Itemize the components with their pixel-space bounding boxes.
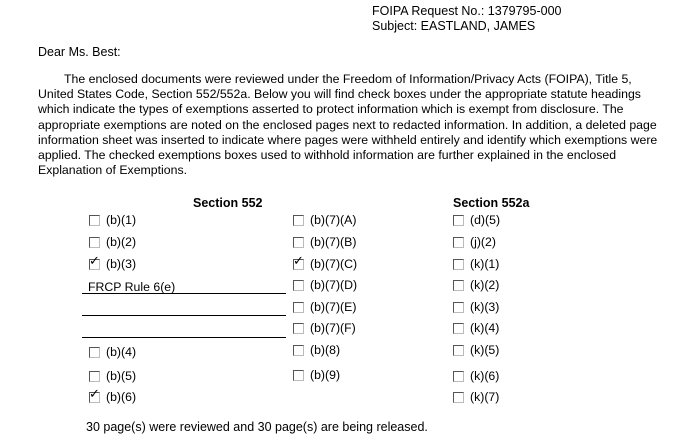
unchecked-checkbox[interactable] xyxy=(453,371,464,382)
exemption-row xyxy=(89,344,136,360)
unchecked-checkbox[interactable] xyxy=(89,237,100,248)
checked-checkbox[interactable] xyxy=(293,253,304,270)
exemption-row xyxy=(89,212,136,228)
exemption-row xyxy=(453,342,499,358)
exemption-row xyxy=(453,299,499,315)
exemption-label: (b)(7)(A) xyxy=(310,213,357,227)
exemption-label: (k)(5) xyxy=(470,343,500,357)
exemption-label: (k)(3) xyxy=(470,300,500,314)
exemption-label: (b)(7)(B) xyxy=(310,235,357,249)
exemption-row xyxy=(293,342,340,358)
exemption-row xyxy=(293,234,356,250)
unchecked-checkbox[interactable] xyxy=(293,237,304,248)
exemption-label: (k)(2) xyxy=(470,278,500,292)
checkmark-icon: ✓ xyxy=(293,253,304,269)
exemption-label: (b)(8) xyxy=(310,343,341,357)
exemption-label: (j)(2) xyxy=(470,235,496,249)
exemption-label: (b)(1) xyxy=(106,213,137,227)
exemption-label: (k)(6) xyxy=(470,369,500,383)
unchecked-checkbox[interactable] xyxy=(453,302,464,313)
unchecked-checkbox[interactable] xyxy=(453,392,464,403)
exemption-row xyxy=(89,368,136,384)
exemption-label: (b)(5) xyxy=(106,369,137,383)
request-number: FOIPA Request No.: 1379795-000 xyxy=(372,4,562,18)
exemption-row xyxy=(453,389,499,405)
exemption-row xyxy=(453,368,499,384)
unchecked-checkbox[interactable] xyxy=(453,215,464,226)
exemption-label: (b)(3) xyxy=(106,257,137,271)
exemption-label: (b)(7)(C) xyxy=(310,257,358,271)
exemption-label: (b)(4) xyxy=(106,345,137,359)
checkmark-icon: ✓ xyxy=(89,253,100,269)
unchecked-checkbox[interactable] xyxy=(453,323,464,334)
unchecked-checkbox[interactable] xyxy=(293,370,304,381)
exemption-label: (k)(4) xyxy=(470,321,500,335)
exemption-row xyxy=(293,212,356,228)
section-552a-title: Section 552a xyxy=(453,196,530,210)
exemption-row xyxy=(293,367,340,383)
exemption-row xyxy=(453,234,496,250)
checked-checkbox[interactable] xyxy=(89,386,100,403)
exemption-row xyxy=(453,320,499,336)
unchecked-checkbox[interactable] xyxy=(293,302,304,313)
exemption-label: (b)(9) xyxy=(310,368,341,382)
unchecked-checkbox[interactable] xyxy=(89,215,100,226)
unchecked-checkbox[interactable] xyxy=(453,280,464,291)
exemption-row xyxy=(453,277,499,293)
unchecked-checkbox[interactable] xyxy=(453,259,464,270)
unchecked-checkbox[interactable] xyxy=(453,237,464,248)
exemption-row xyxy=(89,386,137,405)
salutation: Dear Ms. Best: xyxy=(38,45,121,59)
exemption-label: (b)(7)(D) xyxy=(310,278,358,292)
body-paragraph: The enclosed documents were reviewed under the Freedom of Information/Privacy Acts (FOIPA), Title 5, United States Code, Section 552/552a. Below you will find check boxes under the appropriate statute headings which indicate the types of exemptions asserted to protect information which is exempt from disclosure. The appropriate exemptions are noted on the enclosed pages next to redacted information. In addition, a deleted page information sheet was inserted to indicate where pages were withheld entirely and identify which exemptions were applied. The checked exemptions boxes used to withhold information are further explained in the enclosed Explanation of Exemptions. xyxy=(38,72,658,178)
unchecked-checkbox[interactable] xyxy=(89,347,100,358)
unchecked-checkbox[interactable] xyxy=(89,371,100,382)
frcp-rule-text: FRCP Rule 6(e) xyxy=(88,280,176,294)
exemption-label: (k)(7) xyxy=(470,390,500,404)
exemption-label: (d)(5) xyxy=(470,213,501,227)
exemption-row xyxy=(453,256,499,272)
exemption-row xyxy=(293,320,356,336)
exemption-row xyxy=(453,212,500,228)
exemption-row xyxy=(89,234,136,250)
checked-checkbox[interactable] xyxy=(89,253,100,270)
exemption-row xyxy=(89,253,137,272)
rule-line-blank-1 xyxy=(82,315,286,316)
subject-line: Subject: EASTLAND, JAMES xyxy=(372,19,536,33)
exemption-label: (b)(2) xyxy=(106,235,137,249)
pages-reviewed-statement: 30 page(s) were reviewed and 30 page(s) are being released. xyxy=(86,420,428,434)
rule-line-blank-2 xyxy=(82,337,286,338)
letter-header xyxy=(372,4,561,34)
unchecked-checkbox[interactable] xyxy=(293,345,304,356)
exemption-label: (b)(7)(F) xyxy=(310,321,356,335)
exemption-label: (k)(1) xyxy=(470,257,500,271)
section-552-title: Section 552 xyxy=(193,196,263,210)
exemption-row xyxy=(293,277,357,293)
unchecked-checkbox[interactable] xyxy=(293,280,304,291)
exemption-row xyxy=(293,253,358,272)
exemption-row xyxy=(293,299,356,315)
unchecked-checkbox[interactable] xyxy=(293,323,304,334)
unchecked-checkbox[interactable] xyxy=(453,345,464,356)
checkmark-icon: ✓ xyxy=(89,386,100,402)
unchecked-checkbox[interactable] xyxy=(293,215,304,226)
rule-line-frcp xyxy=(82,293,286,294)
exemption-label: (b)(6) xyxy=(106,390,137,404)
exemption-label: (b)(7)(E) xyxy=(310,300,357,314)
